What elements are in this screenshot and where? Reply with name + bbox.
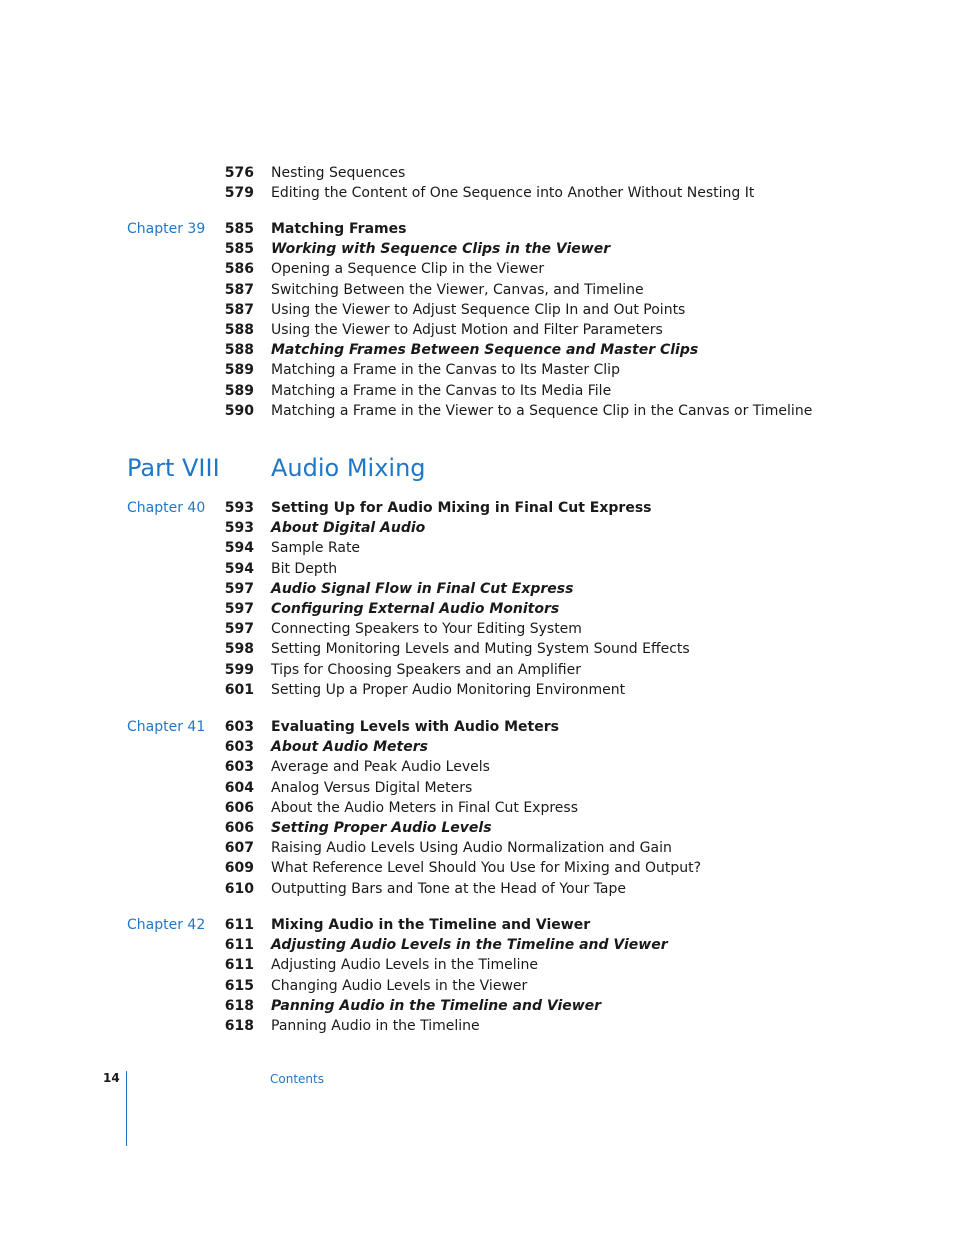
page-ref: 597 (224, 600, 254, 617)
toc-entry[interactable] (0, 340, 954, 360)
toc-entry[interactable] (0, 163, 954, 183)
page-ref: 603 (224, 759, 254, 776)
entry-title: Setting Monitoring Levels and Muting System Sound Effects (271, 641, 690, 658)
toc-entry[interactable] (0, 680, 954, 700)
page-number: 14 (103, 1071, 120, 1085)
entry-title: Using the Viewer to Adjust Motion and Filter Parameters (271, 321, 663, 338)
entry-title: Changing Audio Levels in the Viewer (271, 977, 528, 994)
toc-entry[interactable] (0, 579, 954, 599)
part-heading (0, 452, 954, 486)
toc-entry[interactable] (0, 757, 954, 777)
toc-entry[interactable] (0, 976, 954, 996)
page-ref: 618 (224, 997, 254, 1014)
toc-entry[interactable] (0, 818, 954, 838)
chapter-label: Chapter 41 (127, 719, 206, 735)
footer-section-link[interactable]: Contents (270, 1072, 324, 1086)
toc-entry[interactable] (0, 737, 954, 757)
toc-block (0, 219, 954, 421)
page-ref: 588 (224, 321, 254, 338)
entry-title: About the Audio Meters in Final Cut Express (271, 799, 578, 816)
entry-title: Evaluating Levels with Audio Meters (271, 719, 559, 735)
page-ref: 593 (224, 520, 254, 537)
page-ref: 597 (224, 580, 254, 597)
page-ref: 599 (224, 661, 254, 678)
toc-block (0, 717, 954, 899)
chapter-label: Chapter 40 (127, 500, 206, 516)
entry-title: Switching Between the Viewer, Canvas, and Timeline (271, 281, 644, 298)
page-ref: 606 (224, 819, 254, 836)
entry-title: Outputting Bars and Tone at the Head of Your Tape (271, 880, 626, 897)
page-ref: 597 (224, 621, 254, 638)
entry-title: Panning Audio in the Timeline (271, 1017, 480, 1034)
toc-entry[interactable] (0, 401, 954, 421)
entry-title: Tips for Choosing Speakers and an Amplifier (271, 661, 581, 678)
page-ref: 587 (224, 301, 254, 318)
entry-title: Nesting Sequences (271, 165, 406, 181)
entry-title: Using the Viewer to Adjust Sequence Clip In and Out Points (271, 301, 686, 318)
entry-title: Raising Audio Levels Using Audio Normalization and Gain (271, 840, 672, 857)
toc-entry[interactable] (0, 498, 954, 518)
entry-title: Matching a Frame in the Canvas to Its Media File (271, 382, 612, 399)
page-ref: 609 (224, 860, 254, 877)
page-ref: 589 (224, 362, 254, 379)
toc-entry[interactable] (0, 858, 954, 878)
entry-title: Average and Peak Audio Levels (271, 759, 490, 776)
page-ref: 576 (224, 165, 254, 181)
entry-title: Mixing Audio in the Timeline and Viewer (271, 917, 591, 933)
toc-entry[interactable] (0, 619, 954, 639)
toc-entry[interactable] (0, 381, 954, 401)
toc-entry[interactable] (0, 996, 954, 1016)
page-ref: 607 (224, 840, 254, 857)
page-ref: 611 (224, 957, 254, 974)
toc-block (0, 498, 954, 700)
entry-title: Bit Depth (271, 560, 338, 577)
entry-title: Opening a Sequence Clip in the Viewer (271, 261, 545, 278)
page-ref: 594 (224, 560, 254, 577)
page-ref: 593 (224, 500, 254, 516)
page-ref: 585 (224, 221, 254, 237)
page-ref: 604 (224, 779, 254, 796)
entry-title: About Audio Meters (271, 739, 428, 756)
toc-entry[interactable] (0, 280, 954, 300)
entry-title: Adjusting Audio Levels in the Timeline (271, 957, 538, 974)
entry-title: Connecting Speakers to Your Editing System (271, 621, 582, 638)
entry-title: Matching Frames (271, 221, 407, 237)
toc-entry[interactable] (0, 320, 954, 340)
entry-title: Editing the Content of One Sequence into Another Without Nesting It (271, 185, 755, 202)
page-ref: 586 (224, 261, 254, 278)
toc-entry[interactable] (0, 838, 954, 858)
toc-entry[interactable] (0, 219, 954, 239)
page-ref: 603 (224, 719, 254, 735)
entry-title: Audio Signal Flow in Final Cut Express (271, 580, 574, 597)
page-ref: 611 (224, 937, 254, 954)
page-ref: 587 (224, 281, 254, 298)
page-ref: 601 (224, 681, 254, 698)
entry-title: Matching a Frame in the Viewer to a Sequence Clip in the Canvas or Timeline (271, 402, 813, 419)
toc-entry[interactable] (0, 798, 954, 818)
entry-title: Panning Audio in the Timeline and Viewer (271, 997, 602, 1014)
toc-entry[interactable] (0, 915, 954, 935)
entry-title: Matching Frames Between Sequence and Master Clips (271, 342, 699, 359)
entry-title: Setting Up a Proper Audio Monitoring Environment (271, 681, 626, 698)
page-ref: 585 (224, 241, 254, 258)
toc-entry[interactable] (0, 259, 954, 279)
toc-entry[interactable] (0, 538, 954, 558)
page-ref: 589 (224, 382, 254, 399)
page-ref: 618 (224, 1017, 254, 1034)
toc-entry[interactable] (0, 660, 954, 680)
entry-title: Adjusting Audio Levels in the Timeline and Viewer (271, 937, 668, 954)
toc-block (0, 163, 954, 203)
page-ref: 579 (224, 185, 254, 202)
toc-entry[interactable] (0, 599, 954, 619)
toc-entry[interactable] (0, 239, 954, 259)
page-ref: 590 (224, 402, 254, 419)
page-ref: 603 (224, 739, 254, 756)
toc-entry[interactable] (0, 879, 954, 899)
page-ref: 611 (224, 917, 254, 933)
page-ref: 615 (224, 977, 254, 994)
entry-title: Matching a Frame in the Canvas to Its Master Clip (271, 362, 620, 379)
toc-entry[interactable] (0, 955, 954, 975)
toc-entry[interactable] (0, 300, 954, 320)
entry-title: Working with Sequence Clips in the Viewer (271, 241, 611, 258)
chapter-label: Chapter 42 (127, 917, 206, 933)
page-ref: 606 (224, 799, 254, 816)
page-ref: 594 (224, 540, 254, 557)
toc-entry[interactable] (0, 935, 954, 955)
entry-title: About Digital Audio (271, 520, 426, 537)
part-label: Part VIII (127, 454, 220, 482)
page-ref: 598 (224, 641, 254, 658)
entry-title: Sample Rate (271, 540, 361, 557)
toc-entry[interactable] (0, 778, 954, 798)
page-ref: 610 (224, 880, 254, 897)
entry-title: What Reference Level Should You Use for Mixing and Output? (271, 860, 702, 877)
entry-title: Setting Up for Audio Mixing in Final Cut Express (271, 500, 652, 516)
entry-title: Configuring External Audio Monitors (271, 600, 560, 617)
toc-entry[interactable] (0, 717, 954, 737)
toc-entry[interactable] (0, 559, 954, 579)
entry-title: Setting Proper Audio Levels (271, 819, 492, 836)
footer-divider (126, 1071, 127, 1146)
page-ref: 588 (224, 342, 254, 359)
toc-entry[interactable] (0, 360, 954, 380)
toc-block (0, 915, 954, 1036)
entry-title: Analog Versus Digital Meters (271, 779, 473, 796)
toc-entry[interactable] (0, 518, 954, 538)
toc-entry[interactable] (0, 183, 954, 203)
chapter-label: Chapter 39 (127, 221, 206, 237)
toc-entry[interactable] (0, 1016, 954, 1036)
part-title: Audio Mixing (271, 454, 426, 482)
toc-entry[interactable] (0, 639, 954, 659)
